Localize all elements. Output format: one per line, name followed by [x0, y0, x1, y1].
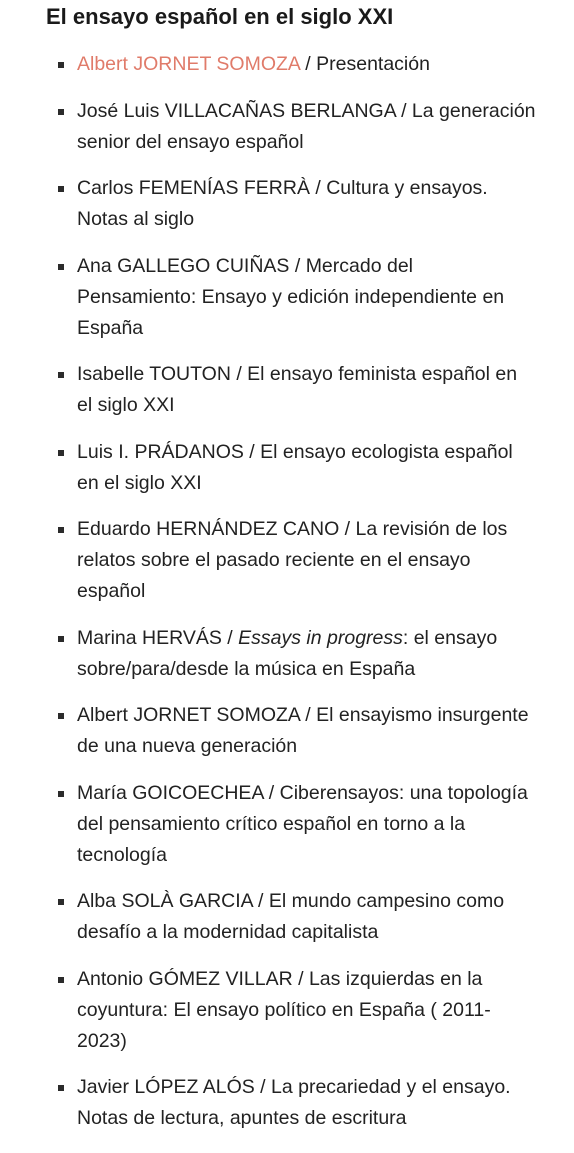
article-title: La revisión de los relatos sobre el pasado reciente en el ensayo español: [77, 518, 508, 602]
author-link[interactable]: Albert JORNET SOMOZA: [77, 53, 300, 75]
separator: /: [254, 1076, 272, 1098]
section-heading: El ensayo español en el siglo XXI: [46, 4, 394, 29]
separator: /: [292, 967, 309, 990]
list-item: [58, 514, 536, 607]
article-title: El ensayo ecologista español en el siglo XXI: [77, 440, 513, 494]
bullet-square-icon: [58, 186, 64, 192]
bullet-square-icon: [58, 450, 64, 456]
article-title: Mercado del Pensamiento: Ensayo y edición independiente en España: [77, 254, 505, 339]
bullet-square-icon: [58, 791, 64, 797]
author-name: Ana GALLEGO CUIÑAS: [77, 254, 290, 277]
author-name: María GOICOECHEA: [77, 781, 264, 804]
author-name: Antonio GÓMEZ VILLAR: [77, 967, 293, 990]
separator: /: [299, 704, 317, 726]
author-name: Luis I. PRÁDANOS: [77, 440, 244, 463]
author-name: Carlos FEMENÍAS FERRÀ: [77, 177, 310, 199]
bullet-square-icon: [58, 527, 64, 533]
list-item: [58, 96, 536, 158]
bullet-square-icon: [58, 899, 64, 905]
author-name: Isabelle TOUTON: [77, 363, 231, 385]
article-title: Presentación: [316, 53, 430, 75]
separator: /: [252, 890, 269, 912]
bullet-square-icon: [58, 1085, 64, 1091]
separator: /: [289, 254, 306, 277]
list-item: [58, 251, 536, 344]
separator: /: [299, 53, 317, 75]
article-title: El mundo campesino como desafío a la modernidad capitalista: [77, 890, 505, 943]
bullet-square-icon: [58, 264, 64, 270]
author-name: Javier LÓPEZ ALÓS: [77, 1076, 255, 1098]
article-title: El ensayo feminista español en el siglo XXI: [77, 363, 518, 416]
bullet-square-icon: [58, 977, 64, 983]
separator: /: [309, 177, 327, 199]
author-name: Eduardo HERNÁNDEZ CANO: [77, 518, 340, 540]
bullet-square-icon: [58, 109, 64, 115]
article-title-rest: : el ensayo sobre/para/desde la música en España: [77, 626, 498, 680]
author-name: José Luis VILLACAÑAS BERLANGA: [77, 99, 396, 122]
separator: /: [230, 363, 248, 385]
list-item: [58, 437, 536, 499]
article-title: La precariedad y el ensayo. Notas de lectura, apuntes de escritura: [77, 1076, 511, 1129]
list-item: [58, 359, 536, 421]
article-title: El ensayismo insurgente de una nueva generación: [77, 704, 529, 757]
article-title: La generación senior del ensayo español: [77, 99, 536, 153]
separator: /: [339, 518, 356, 540]
list-item: [58, 964, 536, 1057]
list-item: [58, 173, 536, 235]
article-title: Ciberensayos: una topología del pensamiento crítico español en torno a la tecnología: [77, 781, 528, 866]
article-title: Cultura y ensayos. Notas al siglo: [77, 177, 488, 230]
list-item: [58, 1072, 536, 1134]
list-item: [58, 700, 536, 762]
separator: /: [221, 626, 239, 649]
list-item: [58, 886, 536, 948]
separator: /: [263, 781, 280, 804]
bullet-square-icon: [58, 636, 64, 642]
table-of-contents: [58, 49, 536, 1150]
list-item: [58, 778, 536, 871]
bullet-square-icon: [58, 372, 64, 378]
list-item: [58, 49, 536, 80]
bullet-square-icon: [58, 713, 64, 719]
author-name: Albert JORNET SOMOZA: [77, 704, 300, 726]
article-title-italic: Essays in progress: [238, 626, 403, 649]
article-title: Las izquierdas en la coyuntura: El ensayo político en España ( 2011-2023): [77, 967, 491, 1052]
author-name: Marina HERVÁS: [77, 626, 222, 649]
separator: /: [395, 99, 412, 122]
list-item: [58, 623, 536, 685]
bullet-square-icon: [58, 62, 64, 68]
separator: /: [243, 440, 261, 463]
author-name: Alba SOLÀ GARCIA: [77, 890, 253, 912]
